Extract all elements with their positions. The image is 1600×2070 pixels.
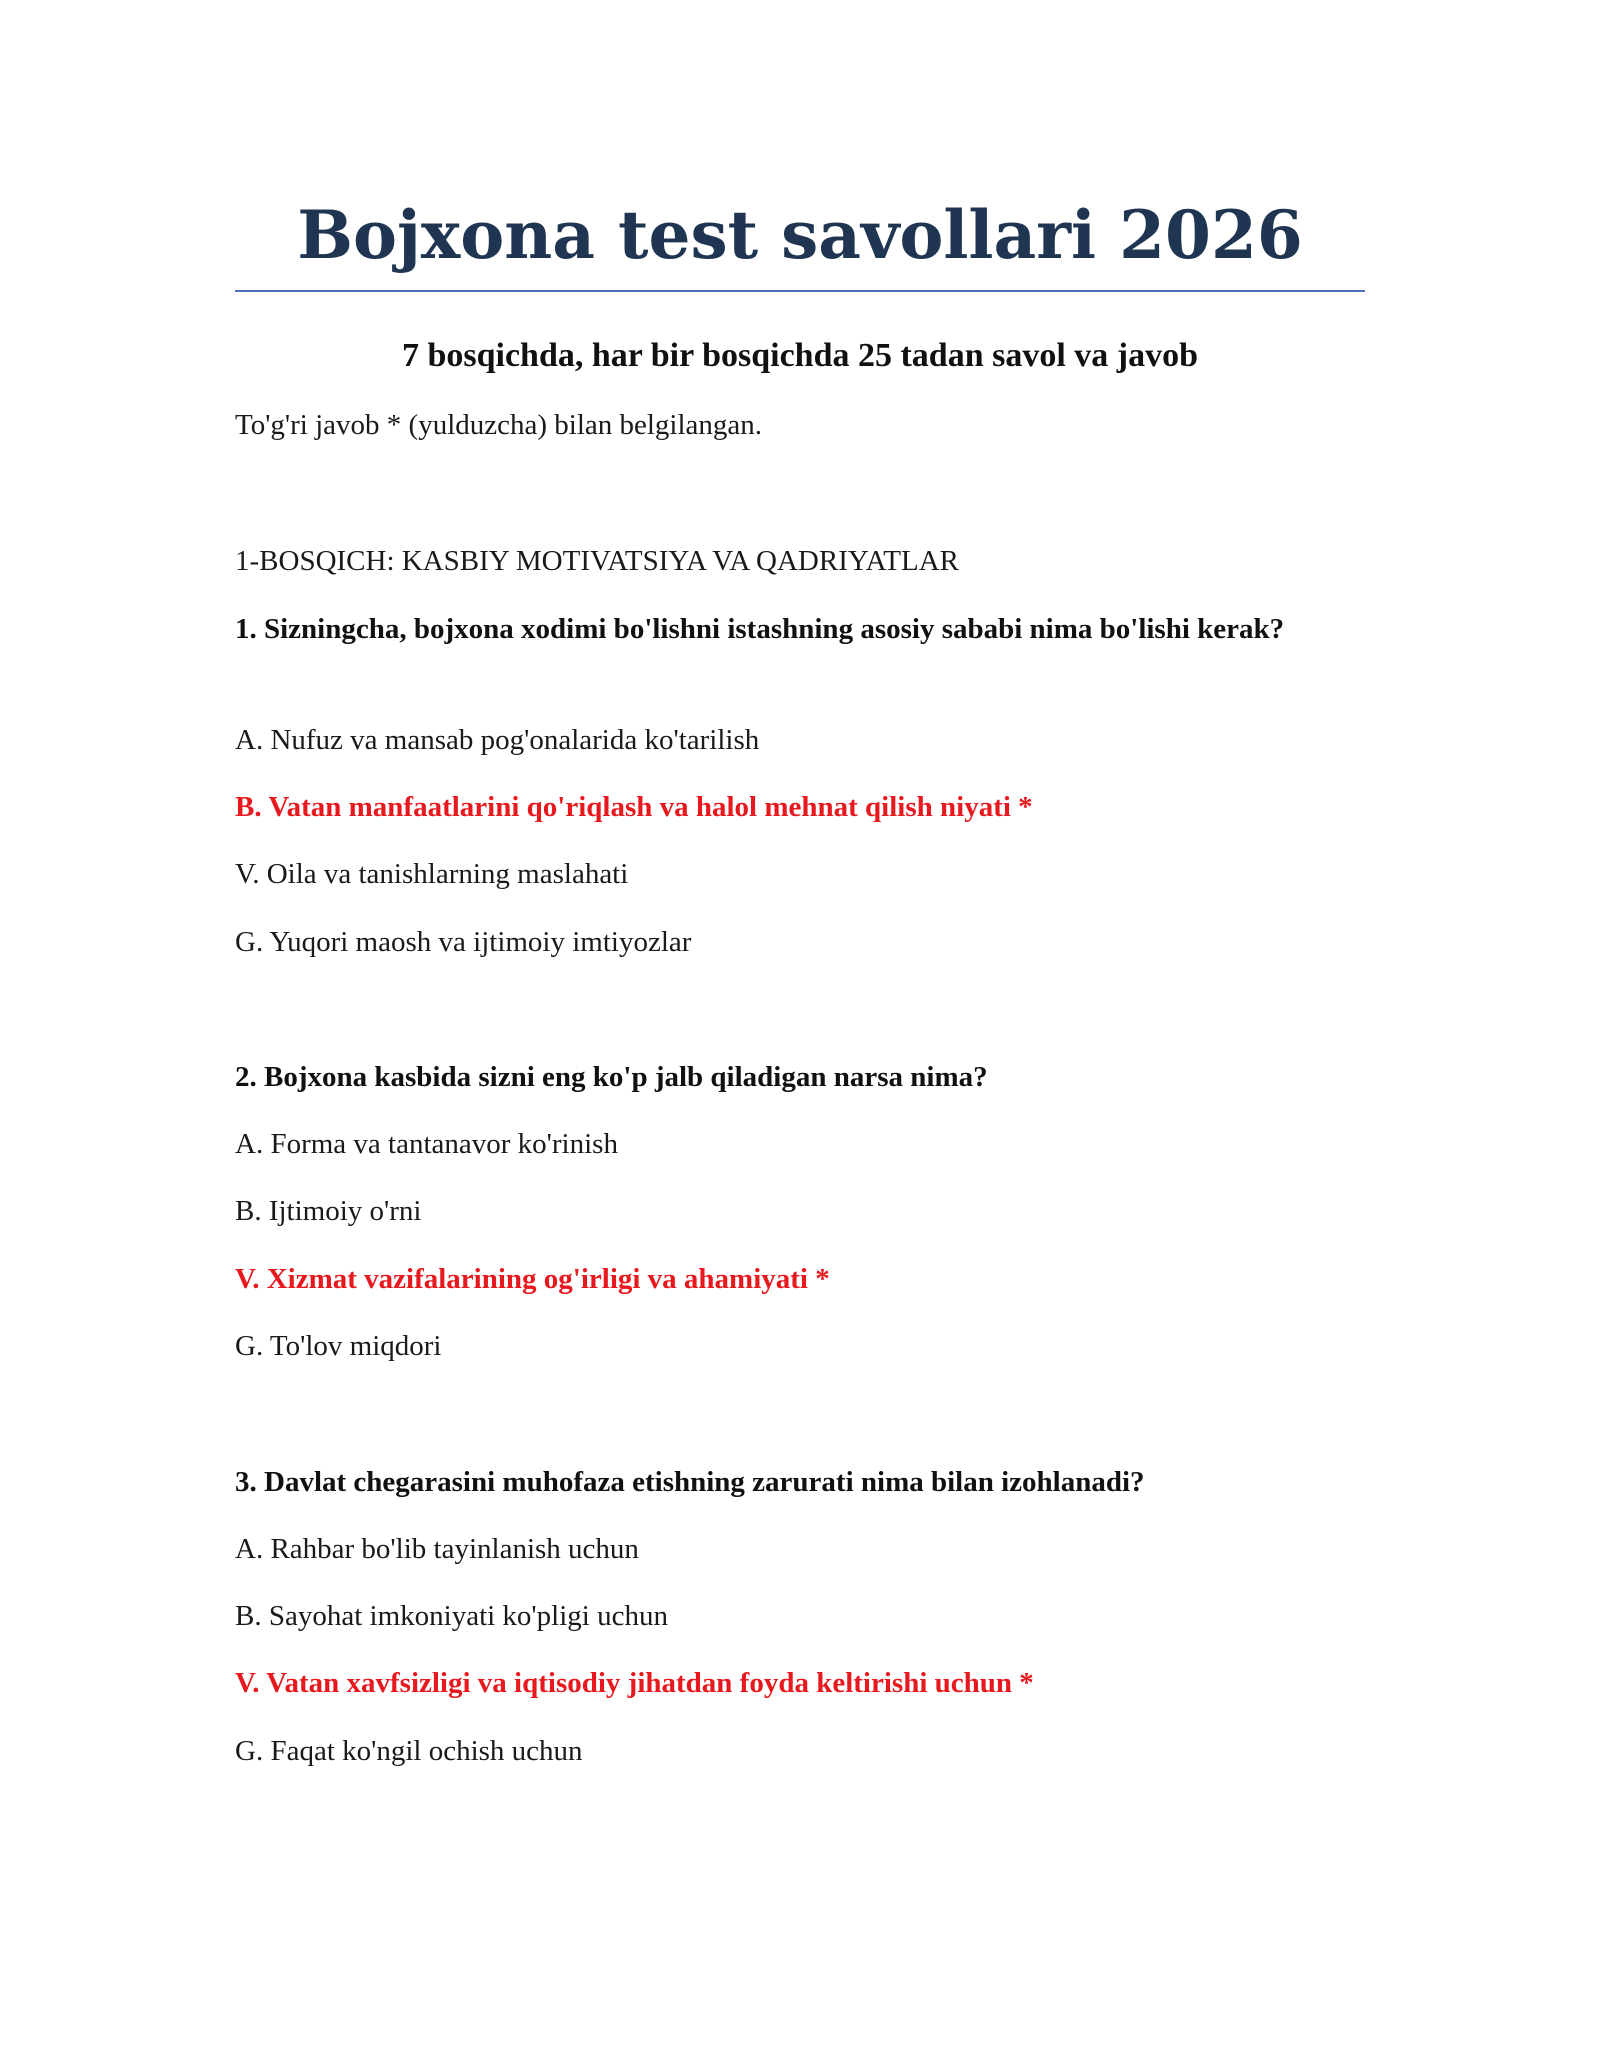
- answer-option: V. Oila va tanishlarning maslahati: [235, 858, 629, 890]
- title-underline: [235, 290, 1365, 292]
- correct-answer-option: B. Vatan manfaatlarini qo'riqlash va halol mehnat qilish niyati *: [235, 791, 1033, 823]
- answer-key-note: To'g'ri javob * (yulduzcha) bilan belgilangan.: [235, 409, 763, 441]
- correct-answer-option: V. Xizmat vazifalarining og'irligi va ahamiyati *: [235, 1263, 830, 1295]
- answer-option: G. Faqat ko'ngil ochish uchun: [235, 1735, 583, 1767]
- answer-option: A. Nufuz va mansab pog'onalarida ko'tarilish: [235, 724, 760, 756]
- answer-option: G. Yuqori maosh va ijtimoiy imtiyozlar: [235, 926, 692, 958]
- answer-option: A. Rahbar bo'lib tayinlanish uchun: [235, 1533, 639, 1565]
- answer-option: B. Sayohat imkoniyati ko'pligi uchun: [235, 1600, 668, 1632]
- answer-option: G. To'lov miqdori: [235, 1330, 442, 1362]
- question-text: 3. Davlat chegarasini muhofaza etishning zarurati nima bilan izohlanadi?: [235, 1466, 1145, 1498]
- answer-option: B. Ijtimoiy o'rni: [235, 1195, 422, 1227]
- question-text: 2. Bojxona kasbida sizni eng ko'p jalb qiladigan narsa nima?: [235, 1061, 988, 1093]
- question-text: 1. Sizningcha, bojxona xodimi bo'lishni istashning asosiy sababi nima bo'lishi kerak?: [235, 613, 1285, 645]
- correct-answer-option: V. Vatan xavfsizligi va iqtisodiy jihatdan foyda keltirishi uchun *: [235, 1667, 1034, 1699]
- answer-option: A. Forma va tantanavor ko'rinish: [235, 1128, 618, 1160]
- document-title: Bojxona test savollari 2026: [297, 196, 1303, 274]
- document-subtitle: 7 bosqichda, har bir bosqichda 25 tadan savol va javob: [401, 337, 1199, 374]
- section-heading: 1-BOSQICH: KASBIY MOTIVATSIYA VA QADRIYATLAR: [235, 545, 960, 577]
